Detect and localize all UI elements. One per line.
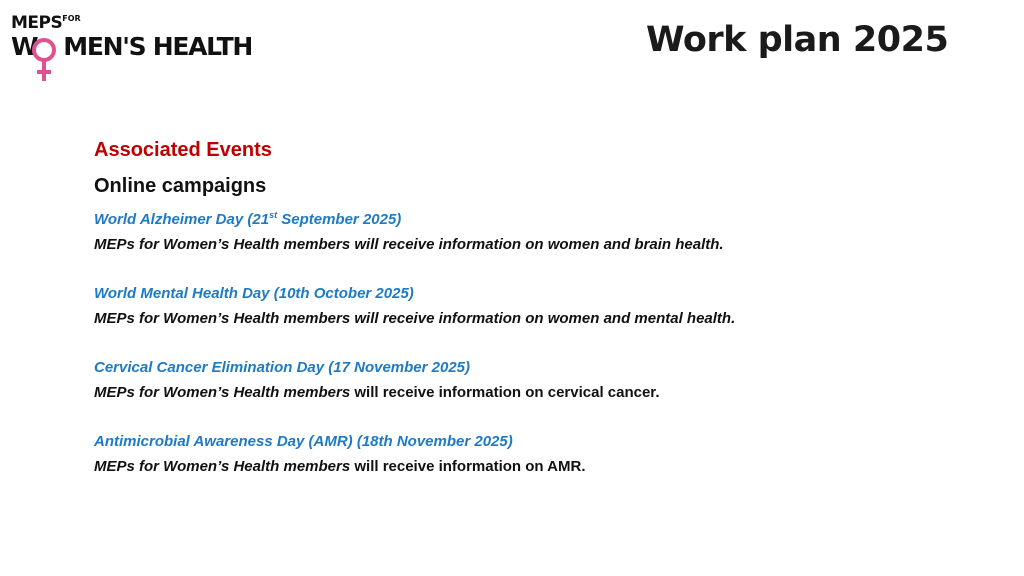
section-heading: Associated Events [94, 139, 272, 161]
event-title-text: World Alzheimer Day (21 [94, 211, 270, 228]
sub-heading: Online campaigns [94, 175, 267, 197]
logo [11, 13, 253, 74]
event-item [94, 355, 994, 405]
event-description [94, 454, 994, 479]
event-description-italic: MEPs for Women’s Health members will receive information on women and mental health. [94, 310, 736, 327]
event-description-italic: MEPs for Women’s Health members [94, 384, 351, 401]
page-title: Work plan 2025 [646, 20, 949, 60]
logo-w-text: W [11, 32, 38, 61]
event-title-superscript: st [269, 210, 278, 220]
event-title [94, 281, 994, 306]
event-item [94, 281, 994, 331]
event-description-italic: MEPs for Women’s Health members will receive information on women and brain health. [94, 236, 724, 253]
event-title-text-end: September 2025) [277, 211, 402, 228]
venus-symbol-icon [31, 37, 59, 85]
main-content [94, 137, 994, 503]
event-title-text: World Mental Health Day (10th October 2025) [94, 285, 414, 302]
event-item [94, 207, 994, 257]
event-description-rest: will receive information on cervical cancer. [350, 384, 660, 401]
logo-meps-text: MEPS [11, 13, 63, 33]
event-title-text: Antimicrobial Awareness Day (AMR) (18th November 2025) [94, 433, 513, 450]
event-description [94, 380, 994, 405]
event-item [94, 429, 994, 479]
event-list [94, 207, 994, 479]
event-title [94, 429, 994, 454]
event-description [94, 306, 994, 331]
logo-mens-health-text: MEN'S HEALTH [63, 32, 253, 61]
event-description-italic: MEPs for Women’s Health members [94, 458, 351, 475]
logo-for-text: FOR [62, 14, 81, 23]
event-description [94, 232, 994, 257]
logo-line-meps [11, 14, 81, 32]
event-title [94, 355, 994, 380]
event-title-text: Cervical Cancer Elimination Day (17 November 2025) [94, 359, 470, 376]
event-description-rest: will receive information on AMR. [350, 458, 586, 475]
event-title [94, 207, 994, 232]
